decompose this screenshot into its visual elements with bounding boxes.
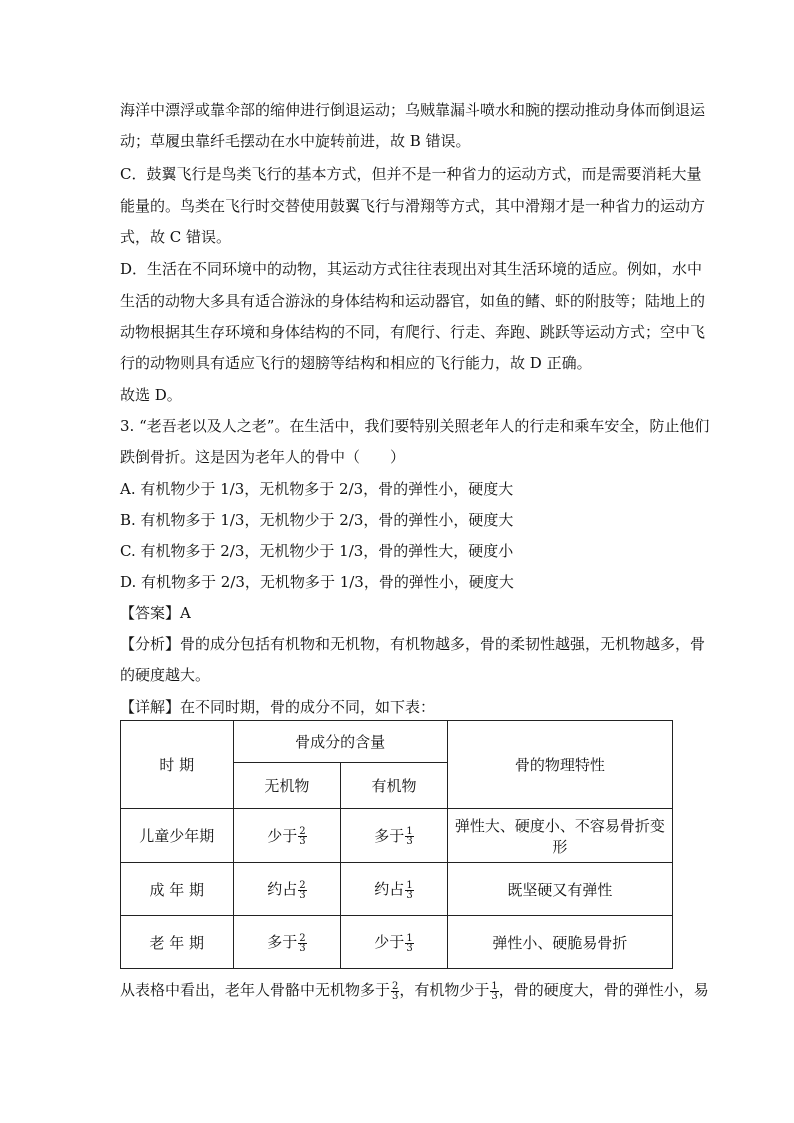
header-content: 骨成分的含量 [233,721,447,763]
inorganic-cell: 多于 $\frac{2}{3}$ [233,916,341,969]
table-row [121,863,673,916]
header-organic: 有机物 [341,763,448,809]
paragraph-line: 动物根据其生存环境和身体结构的不同，有爬行、行走、奔跑、跳跃等运动方式；空中飞 [120,323,706,341]
table-row [121,809,673,863]
paragraph-line: 行的动物则具有适应飞行的翅膀等结构和相应的飞行能力，故 D 正确。 [120,354,592,372]
table-row [121,916,673,969]
paragraph-line: 动；草履虫靠纤毛摆动在水中旋转前进，故 B 错误。 [120,132,471,150]
option-d-explanation: D．生活在不同环境中的动物，其运动方式往往表现出对其生活环境的适应。例如，水中 [120,260,703,278]
paragraph-line: 能量的。鸟类在飞行时交替使用鼓翼飞行与滑翔等方式，其中滑翔才是一种省力的运动方 [120,197,706,215]
period-cell: 成 年 期 [121,863,234,916]
option-a: A. 有机物少于 1/3，无机物多于 2/3，骨的弹性小，硬度大 [120,480,514,498]
question-stem: 3. “老吾老以及人之老”。在生活中，我们要特别关照老年人的行走和乘车安全，防止他们 [120,417,710,435]
inorganic-cell: 约占 $\frac{2}{3}$ [233,863,341,916]
period-cell: 老 年 期 [121,916,234,969]
inorganic-cell: 少于 $\frac{2}{3}$ [233,809,341,863]
header-property: 骨的物理特性 [447,721,672,809]
organic-cell: 少于 $\frac{1}{3}$ [341,916,448,969]
conclusion-line: 从表格中看出，老年人骨骼中无机物多于 $\frac{2}{3}$ ，有机物少于 $\frac{1}{3}$ ，骨的硬度大，骨的弹性小，易 [120,980,709,1002]
option-d: D. 有机物多于 2/3，无机物多于 1/3，骨的弹性小，硬度大 [120,573,514,591]
answer-line: 【答案】A [120,604,191,622]
paragraph-line: 式，故 C 错误。 [120,228,232,246]
property-cell: 弹性小、硬脆易骨折 [447,916,672,969]
paragraph-line: 海洋中漂浮或靠伞部的缩伸进行倒退运动；乌贼靠漏斗喷水和腕的摆动推动身体而倒退运 [120,101,706,119]
option-b: B. 有机物多于 1/3，无机物少于 2/3，骨的弹性小，硬度大 [120,511,514,529]
analysis-line: 【分析】骨的成分包括有机物和无机物，有机物越多，骨的柔韧性越强，无机物越多，骨 [120,635,706,653]
paragraph-line: 生活的动物大多具有适合游泳的身体结构和运动器官，如鱼的鳍、虾的附肢等；陆地上的 [120,292,706,310]
detail-line: 【详解】在不同时期，骨的成分不同，如下表： [120,698,436,716]
question-stem: 跌倒骨折。这是因为老年人的骨中（ ） [120,448,406,466]
bone-composition-table [120,720,673,969]
option-c-explanation: C．鼓翼飞行是鸟类飞行的基本方式，但并不是一种省力的运动方式，而是需要消耗大量 [120,165,702,183]
selection-line: 故选 D。 [120,386,182,404]
header-period: 时 期 [121,721,234,809]
header-inorganic: 无机物 [233,763,341,809]
analysis-line: 的硬度越大。 [120,666,211,684]
organic-cell: 约占 $\frac{1}{3}$ [341,863,448,916]
option-c: C. 有机物多于 2/3，无机物少于 1/3，骨的弹性大，硬度小 [120,542,514,560]
property-cell: 既坚硬又有弹性 [447,863,672,916]
period-cell: 儿童少年期 [121,809,234,863]
property-cell: 弹性大、硬度小、不容易骨折变形 [447,809,672,863]
organic-cell: 多于 $\frac{1}{3}$ [341,809,448,863]
